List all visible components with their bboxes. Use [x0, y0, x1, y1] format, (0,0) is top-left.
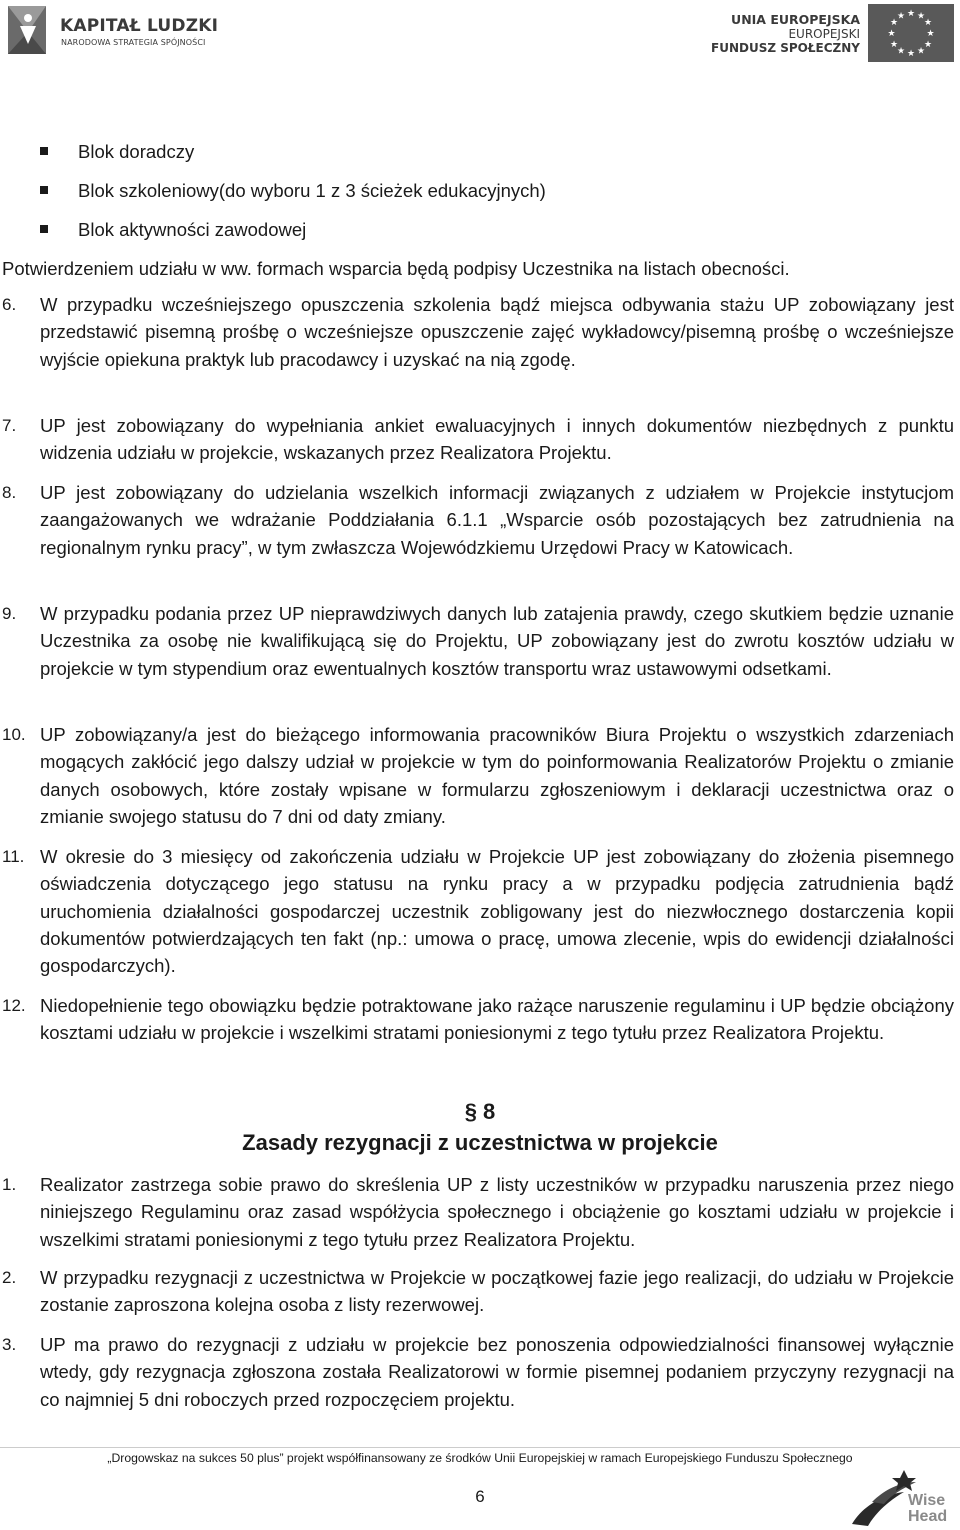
item-number: 11. — [2, 847, 25, 866]
item-text: UP zobowiązany/a jest do bieżącego informowania pracowników Biura Projektu o wszystkich zdarzeniach mogących zakłócić jego dalszy udział w projekcie w tym do poinformowania Realizatorów Projektu o zmianie danych osobowych, które zostały wpisane w formularzu zgłoszeniowym i deklaracji uczestnictwa oraz o zmianie swojego statusu do 7 dni od daty zmiany. — [40, 724, 954, 827]
footer-divider — [0, 1447, 960, 1448]
square-bullet-icon — [40, 225, 48, 233]
kapital-ludzki-logo — [4, 4, 234, 56]
item-text: UP ma prawo do rezygnacji z udziału w projekcie bez ponoszenia odpowiedzialności finansowej wyłącznie wtedy, gdy rezygnacja zgłoszona została Realizatorowi w formie pisemnej podaniem przyczyny rezygnacji na co najmniej 5 dni roboczych przed rozpoczęciem projektu. — [40, 1334, 954, 1410]
svg-text:★: ★ — [896, 46, 906, 57]
item-text: W okresie do 3 miesięcy od zakończenia udziału w Projekcie UP jest zobowiązany do złożenia pisemnego oświadczenia dotyczącego jego statusu na rynku pracy a w przypadku podjęcia zatrudnienia bądź uruchomienia działalności gospodarczej uczestnik zobligowany jest do niezwłocznego dostarczenia kopii dokumentów potwierdzających ten fakt (np.: umowa o pracę, umowa zlecenie, wpis do ewidencji działalności gospodarczych). — [40, 846, 954, 977]
item-text: W przypadku rezygnacji z uczestnictwa w Projekcie w początkowej fazie jego realizacji, do udziału w Projekcie zostanie zaproszona kolejna osoba z listy rezerwowej. — [40, 1267, 954, 1316]
wise-head-word-1: Wise — [908, 1492, 946, 1509]
eu-logo-line3: FUNDUSZ SPOŁECZNY — [711, 41, 860, 55]
item-text: W przypadku wcześniejszego opuszczenia szkolenia bądź miejsca odbywania stażu UP zobowiązany jest przedstawić pisemną prośbę o wcześniejsze opuszczenie zajęć wykładowcy/pisemną prośbę o wcześniejsze wyjście opiekuna praktyk lub pracodawcy i uzyskać na nią zgodę. — [40, 294, 954, 370]
item-number: 3. — [2, 1335, 17, 1354]
item-text: W przypadku podania przez UP nieprawdziwych danych lub zatajenia prawdy, czego skutkiem będzie uznanie Uczestnika za osobę nie kwalifikującą się do Projektu, UP zobowiązany jest do zwrotu kosztów udziału w projekcie w tym stypendium oraz ewentualnych kosztów transportu wraz ustawowymi odsetkami. — [40, 603, 954, 679]
svg-text:★: ★ — [926, 29, 935, 39]
svg-text:★: ★ — [906, 9, 916, 19]
eu-flag-icon — [868, 4, 954, 62]
svg-text:★: ★ — [889, 40, 899, 50]
list-item — [40, 210, 920, 249]
item-number: 10. — [2, 725, 26, 744]
list-item — [40, 171, 920, 210]
square-bullet-icon — [40, 186, 48, 194]
item-number: 7. — [2, 416, 17, 435]
item-text: Realizator zastrzega sobie prawo do skreślenia UP z listy uczestników w przypadku naruszenia przez niego niniejszego Regulaminu oraz zasad współżycia społecznego i obciążenie go kosztami udziału w projekcie i wszelkimi stratami poniesionymi z tego tytułu przez Realizatora Projektu. — [40, 1174, 954, 1250]
svg-text:★: ★ — [887, 29, 896, 39]
item-number: 8. — [2, 483, 17, 502]
item-text: UP jest zobowiązany do udzielania wszelkich informacji związanych z udziałem w Projekcie instytucjom zaangażowanych we wdrażanie Poddziałania 6.1.1 „Wsparcie osób pozostających bez zatrudnienia na regionalnym rynku pracy”, w tym zwłaszcza Wojewódzkiemu Urzędowi Pracy w Katowicach. — [40, 482, 954, 558]
wise-head-word-2: Head — [908, 1508, 948, 1525]
support-blocks-list — [40, 132, 920, 249]
eu-logo-line1: UNIA EUROPEJSKA — [731, 12, 860, 27]
list-item-text: Blok szkoleniowy(do wyboru 1 z 3 ścieżek edukacyjnych) — [78, 180, 546, 201]
section-title: Zasady rezygnacji z uczestnictwa w projekcie — [242, 1130, 718, 1155]
list-item — [40, 132, 920, 171]
eu-logo-line2: EUROPEJSKI — [788, 27, 860, 41]
item-number: 2. — [2, 1268, 17, 1287]
list-item-text: Blok doradczy — [78, 141, 195, 162]
eu-logo-text — [711, 12, 860, 55]
svg-text:★: ★ — [896, 11, 906, 22]
svg-text:★: ★ — [916, 11, 926, 22]
eu-logo — [708, 4, 954, 62]
page-header — [0, 0, 960, 70]
svg-text:★: ★ — [923, 18, 933, 28]
svg-text:★: ★ — [889, 18, 899, 28]
section-number: § 8 — [464, 1099, 496, 1124]
square-bullet-icon — [40, 147, 48, 155]
page-number: 6 — [475, 1487, 485, 1506]
item-text: UP jest zobowiązany do wypełniania ankiet ewaluacyjnych i innych dokumentów niezbędnych z punktu widzenia udziału w projekcie, wskazanych przez Realizatora Projektu. — [40, 415, 954, 464]
list-item-text: Blok aktywności zawodowej — [78, 219, 307, 240]
svg-text:★: ★ — [923, 40, 933, 50]
item-number: 9. — [2, 604, 17, 623]
item-number: 6. — [2, 295, 17, 314]
footer-project-note: „Drogowskaz na sukces 50 plus” projekt współfinansowany ze środków Unii Europejskiej w ramach Europejskiego Funduszu Społecznego — [107, 1451, 853, 1465]
svg-text:★: ★ — [906, 49, 916, 59]
item-text: Niedopełnienie tego obowiązku będzie potraktowane jako rażące naruszenie regulaminu i UP będzie obciążony kosztami udziału w projekcie i wszelkimi stratami poniesionymi z tego tytułu przez Realizatora Projektu. — [40, 995, 954, 1044]
kapital-ludzki-mark-icon — [4, 4, 50, 56]
item-number: 12. — [2, 996, 26, 1015]
kapital-ludzki-title: KAPITAŁ LUDZKI — [60, 16, 219, 36]
kapital-ludzki-subtitle: NARODOWA STRATEGIA SPÓJNOŚCI — [61, 38, 206, 47]
confirmation-paragraph: Potwierdzeniem udziału w ww. formach wsparcia będą podpisy Uczestnika na listach obecności. — [2, 258, 790, 279]
svg-text:★: ★ — [916, 46, 926, 57]
item-number: 1. — [2, 1175, 17, 1194]
wise-head-logo — [846, 1464, 958, 1528]
